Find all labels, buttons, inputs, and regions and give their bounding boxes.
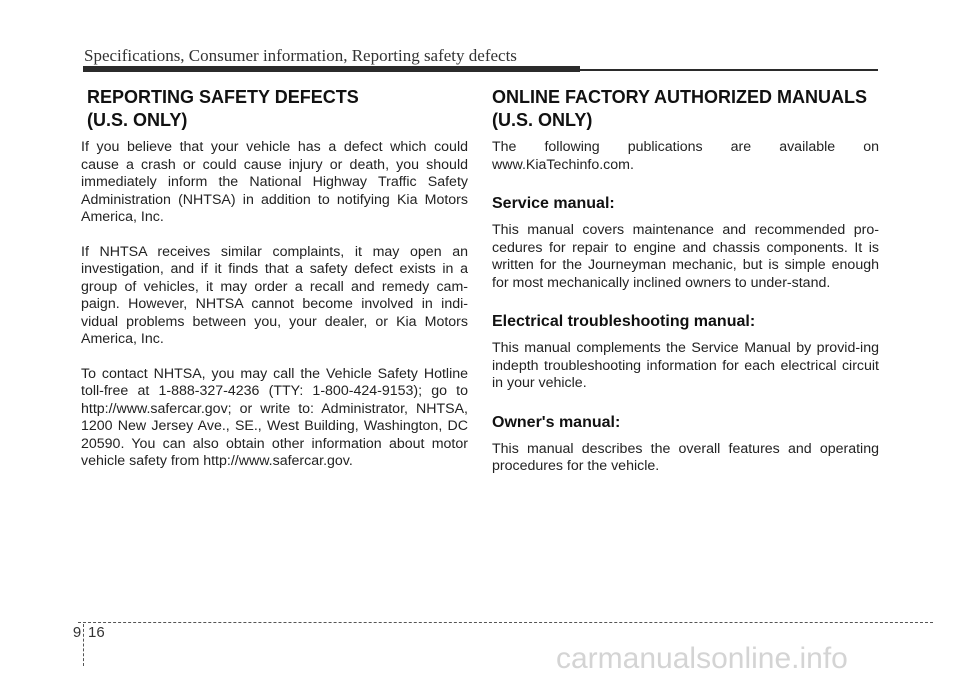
footer-rule bbox=[78, 622, 933, 623]
chapter-number: 9 bbox=[72, 624, 82, 641]
electrical-manual-text: This manual complements the Service Manual by provid-ing indepth troubleshooting information for each electrical circuit in your vehicle. bbox=[492, 340, 879, 391]
electrical-manual-heading: Electrical troubleshooting manual: bbox=[492, 313, 756, 330]
header-rule-thick bbox=[83, 66, 580, 72]
owners-manual-heading: Owner's manual: bbox=[492, 413, 621, 431]
paragraph-contact-nhtsa: To contact NHTSA, you may call the Vehicle Safety Hotline toll-free at 1-888-327-4236 (TTY: 1-800-424-9153); go to http://www.safercar.gov; or write to: Administrator, NHTSA, 1200 New Jersey Ave., SE., West Building, Washington, DC 20590. You can also obtain other information about motor vehicle safety from http://www.safercar.gov. bbox=[81, 365, 468, 469]
paragraph-defect-notice: If you believe that your vehicle has a defect which could cause a crash or could cause injury or death, you should immediately inform the National Highway Traffic Safety Administration (NHTSA) in addition to notifying Kia Motors America, Inc. bbox=[81, 139, 468, 225]
reporting-safety-defects-heading bbox=[81, 86, 468, 132]
paragraph-nhtsa-investigation: If NHTSA receives similar complaints, it may open an investigation, and if it finds that a safety defect exists in a group of vehicles, it may order a recall and remedy cam-paign. However, NHTSA cannot become involved in indi-vidual problems between you, your dealer, or Kia Motors America, Inc. bbox=[81, 243, 468, 347]
footer-separator bbox=[83, 624, 84, 666]
heading-line-1: ONLINE FACTORY AUTHORIZED MANUALS bbox=[492, 87, 868, 107]
right-column bbox=[492, 86, 879, 476]
service-manual-text: This manual covers maintenance and recommended pro-cedures for repair to engine and chassis components. It is written for the Journeyman mechanic, but is simple enough for most mechanically inclined owners to under-stand. bbox=[492, 222, 879, 291]
page-header-title: Specifications, Consumer information, Reporting safety defects bbox=[84, 46, 517, 65]
paragraph-publications-intro: The following publications are available on www.KiaTechinfo.com. bbox=[492, 139, 879, 173]
heading-line-2: (U.S. ONLY) bbox=[87, 110, 188, 130]
service-manual-heading: Service manual: bbox=[492, 195, 615, 212]
page-number: 16 bbox=[88, 624, 105, 641]
header-rule bbox=[83, 66, 878, 74]
owners-manual-text: This manual describes the overall features and operating procedures for the vehicle. bbox=[492, 440, 879, 474]
heading-line-1: REPORTING SAFETY DEFECTS bbox=[87, 87, 359, 107]
header-rule-thin bbox=[580, 69, 878, 71]
watermark: carmanualsonline.info bbox=[556, 642, 848, 675]
left-column bbox=[81, 86, 468, 471]
heading-line-2: (U.S. ONLY) bbox=[492, 110, 593, 130]
online-manuals-heading bbox=[492, 86, 879, 132]
